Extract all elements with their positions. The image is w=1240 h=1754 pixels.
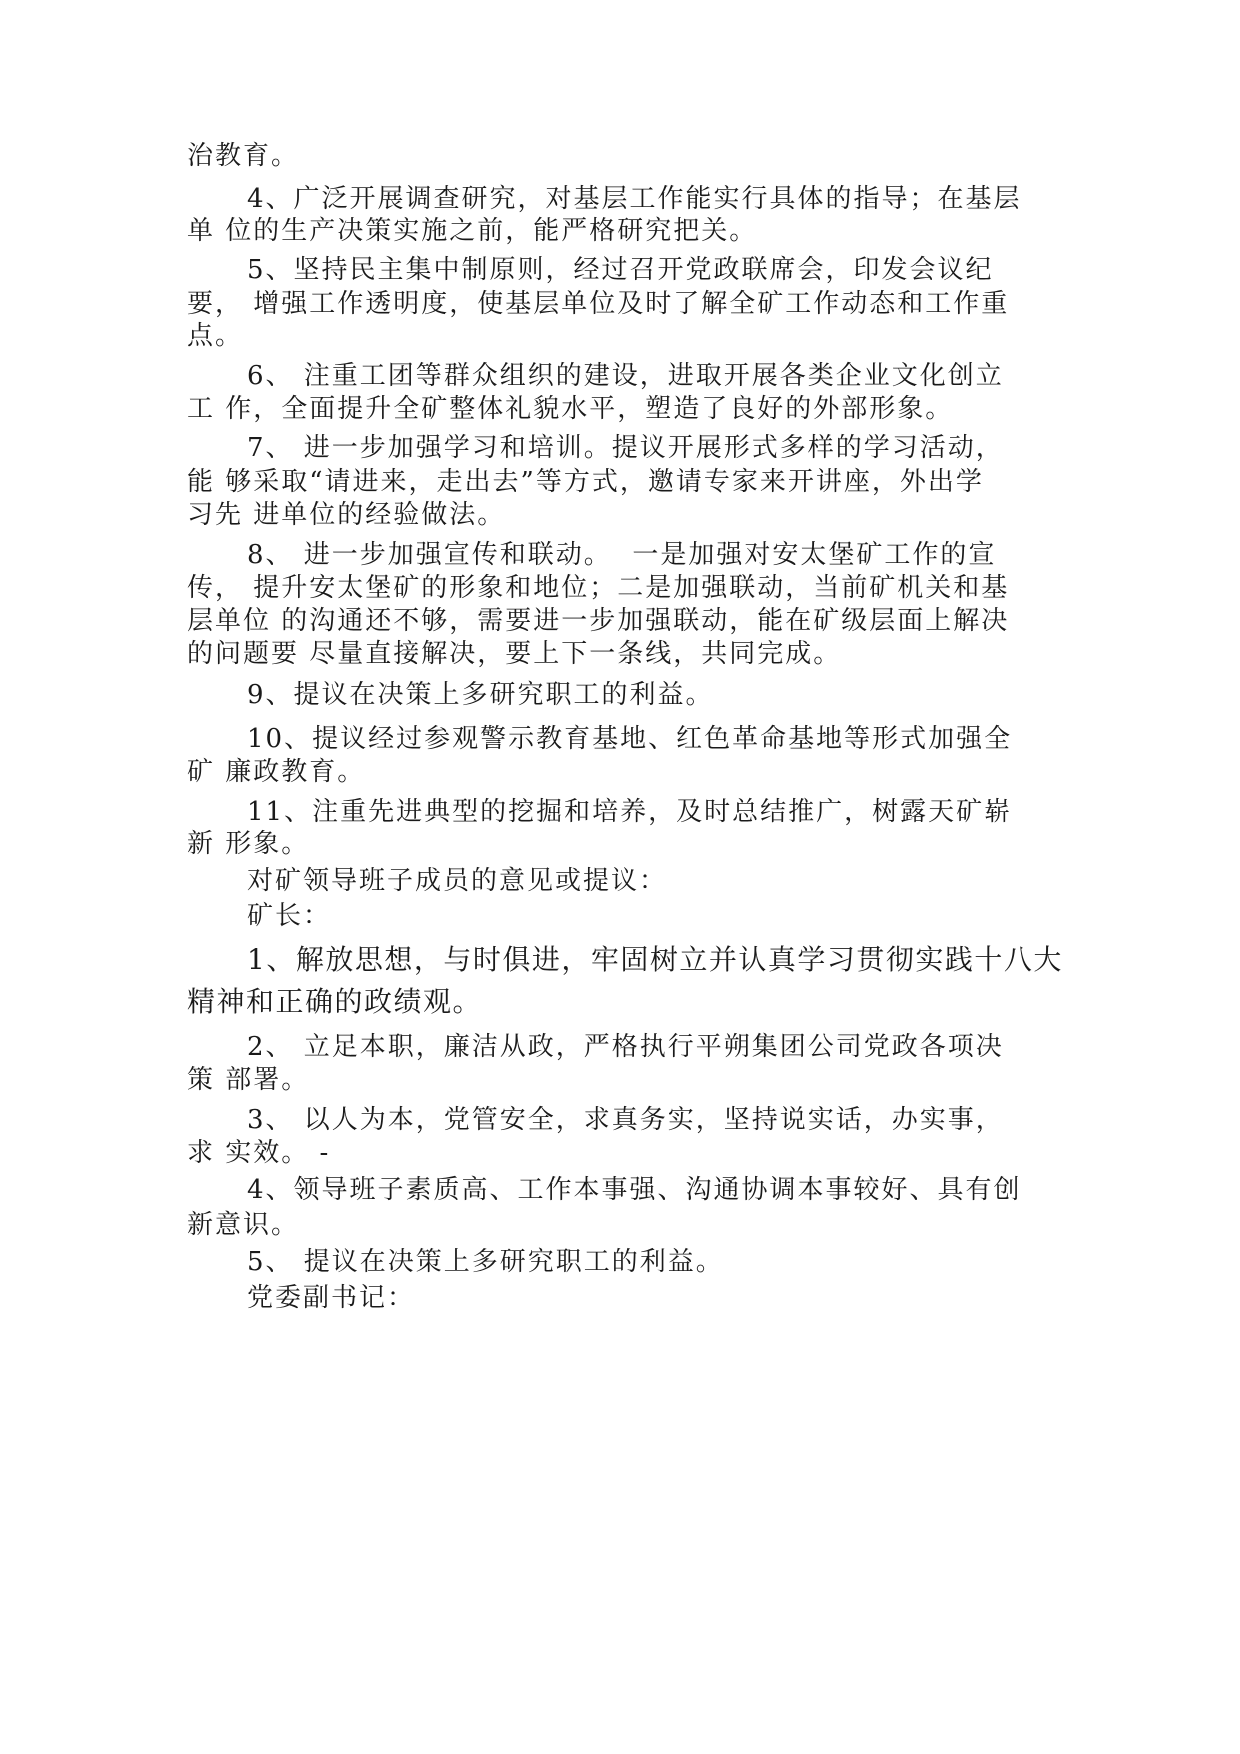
text-line: 党委副书记： (247, 1283, 416, 1313)
text-line: 点。 (187, 321, 244, 351)
text-line: 6、 注重工团等群众组织的建设，进取开展各类企业文化创立 (247, 361, 1004, 391)
text-line: 新 形象。 (187, 829, 310, 859)
text-line: 1、解放思想，与时俱进，牢固树立并认真学习贯彻实践十八大 (247, 943, 1063, 976)
text-line: 5、坚持民主集中制原则，经过召开党政联席会，印发会议纪 (247, 255, 994, 285)
text-line: 工 作，全面提升全矿整体礼貌水平，塑造了良好的外部形象。 (187, 394, 954, 424)
text-line: 7、 进一步加强学习和培训。提议开展形式多样的学习活动， (247, 433, 1004, 463)
text-line: 传， 提升安太堡矿的形象和地位；二是加强联动，当前矿机关和基 (187, 573, 1010, 603)
text-line: 4、广泛开展调查研究，对基层工作能实行具体的指导；在基层 (247, 184, 1022, 214)
text-line: 11、注重先进典型的挖掘和培养，及时总结推广，树露天矿崭 (247, 797, 1013, 827)
text-line: 4、领导班子素质高、工作本事强、沟通协调本事较好、具有创 (247, 1175, 1022, 1205)
text-line: 策 部署。 (187, 1065, 310, 1095)
text-line: 矿 廉政教育。 (187, 757, 366, 787)
text-line: 2、 立足本职，廉洁从政，严格执行平朔集团公司党政各项决 (247, 1032, 1004, 1062)
text-line: 单 位的生产决策实施之前，能严格研究把关。 (187, 216, 758, 246)
text-line: 层单位 的沟通还不够，需要进一步加强联动，能在矿级层面上解决 (187, 606, 1010, 636)
text-line: 的问题要 尽量直接解决，要上下一条线，共同完成。 (187, 639, 842, 669)
text-line: 能 够采取“请进来，走出去”等方式，邀请专家来开讲座，外出学 (187, 467, 984, 497)
text-line: 求 实效。 - (187, 1138, 331, 1168)
text-line: 3、 以人为本，党管安全，求真务实，坚持说实话，办实事， (247, 1105, 1004, 1135)
text-line: 8、 进一步加强宣传和联动。 一是加强对安太堡矿工作的宣 (247, 540, 997, 570)
text-line: 习先 进单位的经验做法。 (187, 500, 506, 530)
text-line: 治教育。 (187, 141, 300, 171)
text-line: 新意识。 (187, 1210, 300, 1240)
text-line: 矿长： (247, 901, 332, 931)
text-line: 要， 增强工作透明度，使基层单位及时了解全矿工作动态和工作重 (187, 289, 1010, 319)
text-line: 10、提议经过参观警示教育基地、红色革命基地等形式加强全 (247, 724, 1013, 754)
text-line: 对矿领导班子成员的意见或提议： (247, 866, 668, 896)
text-line: 9、提议在决策上多研究职工的利益。 (247, 680, 714, 710)
text-line: 精神和正确的政绩观。 (187, 985, 483, 1018)
text-line: 5、 提议在决策上多研究职工的利益。 (247, 1247, 724, 1277)
